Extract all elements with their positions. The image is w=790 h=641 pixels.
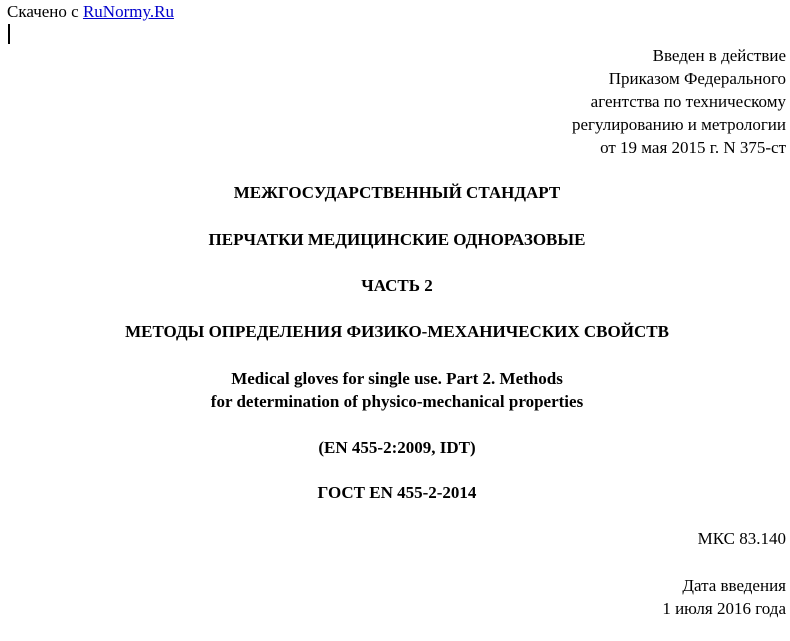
intro-line: агентства по техническому: [590, 92, 786, 111]
source-line: [7, 0, 174, 23]
subject-heading: ПЕРЧАТКИ МЕДИЦИНСКИЕ ОДНОРАЗОВЫЕ: [208, 230, 586, 249]
english-title-line: for determination of physico-mechanical properties: [210, 392, 584, 411]
methods-heading: МЕТОДЫ ОПРЕДЕЛЕНИЯ ФИЗИКО-МЕХАНИЧЕСКИХ СВОЙСТВ: [125, 322, 669, 341]
gost-number: ГОСТ EN 455-2-2014: [317, 483, 477, 502]
introduction-block: [572, 44, 786, 159]
english-title: [0, 367, 790, 413]
source-prefix: Скачено с: [7, 2, 79, 21]
en-reference: (EN 455-2:2009, IDT): [318, 438, 476, 457]
mks-code: МКС 83.140: [697, 529, 786, 548]
intro-line: Введен в действие: [652, 46, 786, 65]
effective-date-value: 1 июля 2016 года: [662, 599, 786, 618]
english-title-line: Medical gloves for single use. Part 2. Methods: [231, 369, 563, 388]
intro-line: регулированию и метрологии: [571, 115, 786, 134]
part-heading: ЧАСТЬ 2: [361, 276, 433, 295]
effective-date-label: Дата введения: [682, 576, 786, 595]
effective-date-block: [662, 574, 786, 620]
runormy-link[interactable]: RuNormy.Ru: [82, 2, 174, 21]
intro-line: Приказом Федерального: [608, 69, 786, 88]
standard-type-heading: МЕЖГОСУДАРСТВЕННЫЙ СТАНДАРТ: [233, 183, 561, 202]
intro-line: от 19 мая 2015 г. N 375-ст: [600, 138, 786, 157]
text-cursor: [8, 24, 10, 44]
